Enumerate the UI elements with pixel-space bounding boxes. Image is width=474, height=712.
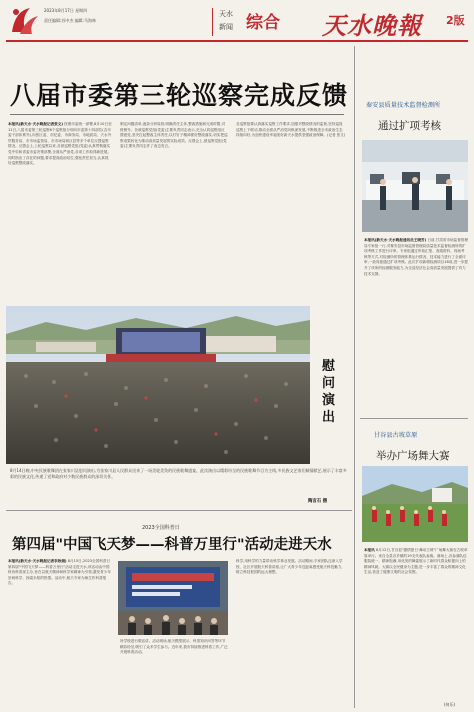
lead-column-1 [8,122,112,304]
story2-column-1 [8,559,112,709]
right1-headline: 通过扩项考核 [378,120,441,132]
right1-body: 日前,甘肃省市场监督管理局专家组一行,对秦安县市场监督管理局质量技术监督检测所的扩项考核工作进行评审。专家组通过听取汇报、查阅资料、现场考核等方式,对检测所的管理体系运行情况、技术能力进行了全面评审,一致同意通过扩项考核。此次扩项新增检测项目18项,进一步提升了该所的检测服务能力,为全县经济社会高质量发展提供了有力技术支撑。 [364,238,468,276]
date-line: 2023年8月17日 星期四 [44,8,88,13]
photo-caption-text: 8月14日晚,中央民族歌舞团在张家川县慰问演出,为张家川县人民群众送来了一场美轮美奂的民族歌舞盛宴。此次演出以精彩纷呈的民族歌舞节目为主线,多民族文艺家们倾情献艺,展示了丰富多彩的民族文化,传递了党和政府对少数民族群众的深切关怀。 [10,468,347,479]
science-event-photo [118,561,228,635]
right-divider [360,418,468,419]
lead-story [0,44,352,306]
performance-photo [6,306,310,464]
story2-text-col1: 8月15日,2023全国科普日第四届"中国飞天梦——科普万里行"活动走进天水,该活动由中国科协科普部主办,旨在以航天精神和科学家精神为引领,激发青少年崇尚科学、探索未知的热情。活动中,航天专家为师生作科普报告。 [8,559,111,586]
column-divider [354,46,355,708]
section-small-1: 天水 [219,10,233,18]
dance-photo [362,466,468,542]
right2-headline: 举办广场舞大赛 [376,450,450,462]
lead-column-2: 制定问题清单,逐条分析原因,明确责任主体,整改措施和完成时限,对账销号。各被巡察党组(党委)主要负责同志表示,完全认同巡察组反馈意见,坚决扛起整改主体责任,以钉钉子精神抓好整改落实,切实把巡察成果转化为推动高质量发展的实际成效。反馈会上,被巡察党组(党委)主要负责同志作了表态发言。 [120,122,228,149]
right2-body: 8月12日,甘谷县"激情夏日·舞动古坡"广场舞大赛在古坡草原举行。来自全县各乡镇的19支代表队参赛。赛场上,各参赛队伍服装统一、精神饱满,用优美的舞姿展示了新时代群众积极向上的精神风貌。大赛以全民健身为主题,进一步丰富了群众的精神文化生活,营造了健康文明的社会氛围。 [364,548,468,575]
right2-text [364,548,468,698]
lead-headline: 八届市委第三轮巡察完成反馈 [10,81,349,110]
page-number: 2版 [446,14,465,27]
logo-emblem-icon [6,4,40,38]
story2-headline: 第四届"中国飞天梦——科普万里行"活动走进天水 [12,537,332,553]
right-story-1 [356,96,474,416]
section-small-2: 新闻 [219,23,233,31]
lab-photo [362,140,468,232]
lead-text-col1: 按照市委统一部署,8月10日至11日,八届市委第三轮巡察6个巡察组分别向市委第十四部位(含市委干部体系外),向张区委、市纪委、市商务局、市地质局、天水外贸服务局、市市场监管局、市市场局和区县等多个单位反馈巡察情况。反馈会上,上轮巡察以来,各被巡察党组(党委)认真贯彻落实党中央和省委市委决策部署,全面从严治党,各项工作取得新进展。同时指出了存在的问题,要求提高政治站位,强化责任担当,认真抓好巡察整改落实。 [8,122,112,166]
right2-kicker: 甘谷县古坡草原 [374,432,418,439]
story-2 [0,511,352,712]
photo-caption-box [312,306,352,464]
paper-logo: 天水晚報 [322,11,422,40]
lead-byline: 本报讯(新天水·天水晚报记者张文) [8,122,63,126]
photo-caption-title: 慰问演出 [322,359,336,425]
masthead-divider [212,8,213,36]
section-title: 综合 [246,13,280,33]
right1-kicker: 秦安县质量技术监督检测所 [366,102,441,109]
story2-byline: 本报讯(新天水·天水晚报记者李欣娟) [8,559,67,563]
right1-text [364,238,468,412]
right1-byline: 本报讯(新天水·天水晚报通讯员王晓芳) [364,238,427,242]
story2-column-3: 科学,用科学的力量带动科学事业发展。活动期间,专家团队还深入学校、社区开展航天科普讲座,让广大青少年近距离感受航天科技魅力,树立科技报国的远大理想。 [236,559,343,575]
masthead-rule [6,40,468,42]
masthead [0,0,474,44]
story2-kicker: 2023全国科普日 [142,525,180,531]
lead-headline-rule [10,114,344,115]
lead-column-3: 各巡察组要认真落实巡察工作要求,加强对整改情况的监督,坚持巡视巡察上下联动,推动全面从严治党向纵深发展,不断推进全市政治生态持续向好,为加快建设幸福美好新天水提供坚强政治保障。(记者 张文) [236,122,346,138]
right-story-2 [356,426,474,712]
editors-line: 责任编辑:苏中杰 编辑:马海林 [44,18,96,23]
story2-column-2: 所学校进行微宣讲。活动现场,航天模型展示、科普知识问答等环节精彩纷呈,吸引了众多学生参与。近年来,我市持续推进科普工作,广泛开展科普活动。 [120,639,228,655]
right2-credit: (何乐) [444,702,456,707]
photo-credit: 陶言石 摄 [308,499,328,504]
right2-byline: 本报讯 [364,548,375,552]
photo-feature [6,306,352,508]
